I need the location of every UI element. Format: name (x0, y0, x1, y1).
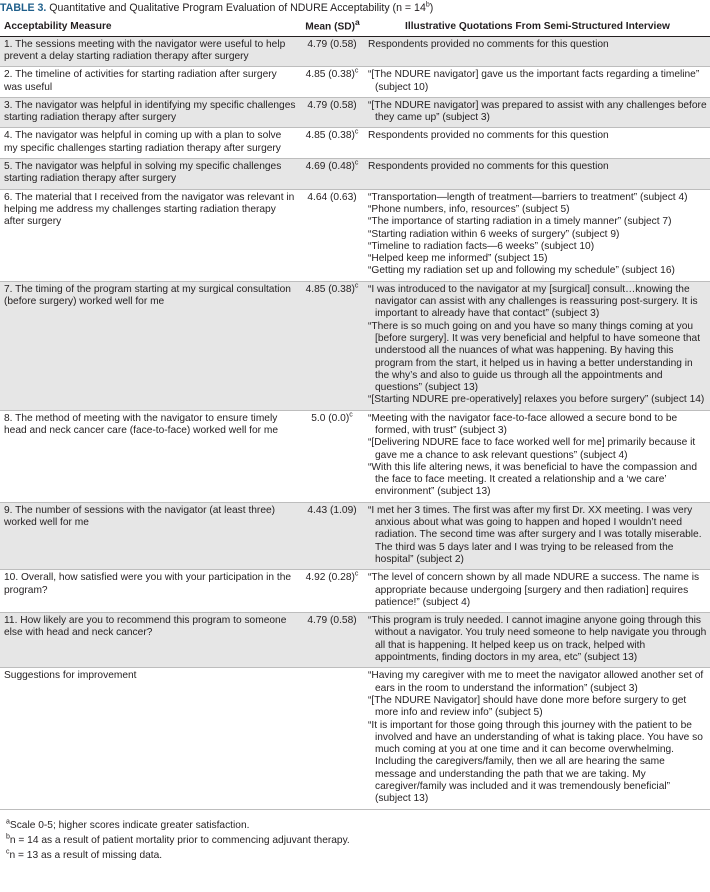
header-quotes (364, 15, 710, 36)
quote: Respondents provided no comments for this question (368, 161, 609, 173)
measure-cell: 5. The navigator was helpful in solving my specific challenges starting radiation therapy after surgery (0, 159, 300, 190)
header-quotes-label: Illustrative Quotations From Semi-Structured Interview (405, 21, 670, 33)
measure-cell: 1. The sessions meeting with the navigator were useful to help prevent a delay starting radiation therapy after surgery (0, 36, 300, 67)
footnote (6, 833, 710, 848)
mean-cell (300, 613, 364, 668)
quote: “Transportation—length of treatment—barriers to treatment” (subject 4) (368, 191, 688, 203)
header-mean-sup: a (355, 17, 360, 27)
quote: “I was introduced to the navigator at my [surgical] consult…knowing the navigator can assist with any challenges is reassuring post-surgery. It is important to already have that contact” (subject 3) (368, 283, 698, 320)
measure-cell: 4. The navigator was helpful in coming up with a plan to solve my specific challenges starting radiation therapy after surgery (0, 128, 300, 159)
measure-cell: 10. Overall, how satisfied were you with your participation in the program? (0, 570, 300, 613)
acceptability-table (0, 15, 710, 810)
footnote (6, 848, 710, 863)
quotes-cell (364, 189, 710, 281)
mean-sup: c (354, 570, 359, 578)
quote: “Getting my radiation set up and following my schedule” (subject 16) (368, 265, 675, 277)
mean-value: 4.85 (0.38) (305, 283, 355, 295)
quotes-cell (364, 410, 710, 502)
quote: “[The NDURE navigator] gave us the important facts regarding a timeline” (subject 10) (368, 69, 700, 93)
mean-sup: c (354, 159, 359, 167)
mean-cell (300, 36, 364, 67)
quotes-cell (364, 97, 710, 128)
quotes-cell (364, 613, 710, 668)
measure-cell: 3. The navigator was helpful in identifying my specific challenges starting radiation therapy after surgery (0, 97, 300, 128)
table-row (0, 281, 710, 410)
table-row (0, 36, 710, 67)
quote: “With this life altering news, it was beneficial to have the compassion and the face to face meeting. It created a relationship and a ‘we care’ environment” (subject 13) (368, 461, 697, 498)
mean-sup: c (354, 129, 359, 137)
measure-cell: 8. The method of meeting with the navigator to ensure timely head and neck cancer care (face-to-face) worked well for me (0, 410, 300, 502)
caption-sup: b (425, 1, 430, 9)
quote: “There is so much going on and you have so many things coming at you [before surgery]. It was very beneficial and helpful to have someone that understood all the nuances of what was happening. By having this program from the start, it helped us in having a better understanding in the why’s and also to guide us through all the appointments and questions” (subject 13) (368, 320, 701, 394)
quote: “I met her 3 times. The first was after my first Dr. XX meeting. I was very anxious about what was going to happen and hoped I wouldn’t need radiation. The second time was after surgery and I was totally miserable. The third was 5 days later and I was trying to be released from the hospital” (subject 2) (368, 504, 702, 565)
table-row (0, 67, 710, 98)
quotes-cell (364, 159, 710, 190)
mean-cell (300, 502, 364, 569)
mean-cell (300, 159, 364, 190)
mean-sup: c (354, 67, 359, 75)
quote: “[Delivering NDURE face to face worked well for me] primarily because it gave me a chance to ask relevant questions” (subject 4) (368, 437, 696, 461)
table-row (0, 668, 710, 809)
mean-value: 4.79 (0.58) (307, 615, 357, 627)
table-label: TABLE 3. (0, 2, 47, 14)
table-row (0, 502, 710, 569)
header-mean (300, 15, 364, 36)
mean-cell (300, 97, 364, 128)
mean-value: 4.79 (0.58) (307, 38, 357, 50)
quote: “The importance of starting radiation in a timely manner” (subject 7) (368, 216, 672, 228)
table-row (0, 410, 710, 502)
quotes-cell (364, 128, 710, 159)
mean-value: 5.0 (0.0) (311, 412, 350, 424)
footnote-text: n = 13 as a result of missing data. (9, 849, 163, 861)
footnote-marker: a (6, 818, 10, 826)
quote: Respondents provided no comments for this question (368, 130, 609, 142)
table-row (0, 159, 710, 190)
quote: “Starting radiation within 6 weeks of surgery” (subject 9) (368, 228, 620, 240)
quotes-cell (364, 570, 710, 613)
quotes-cell (364, 502, 710, 569)
mean-value: 4.79 (0.58) (307, 99, 357, 111)
caption-text: Quantitative and Qualitative Program Evaluation of NDURE Acceptability (n = 14 (49, 2, 426, 14)
mean-value: 4.92 (0.28) (305, 572, 355, 584)
footnote-text: n = 14 as a result of patient mortality prior to commencing adjuvant therapy. (9, 834, 350, 846)
mean-cell (300, 668, 364, 809)
table-row (0, 97, 710, 128)
quote: “This program is truly needed. I cannot imagine anyone going through this without a navigator. You truly need someone to help navigate you through all that is happening. It helped keep us on track, helped with appointments, finding doctors in my area, etc” (subject 13) (368, 615, 707, 664)
mean-cell (300, 128, 364, 159)
mean-cell (300, 410, 364, 502)
quote: “Phone numbers, info, resources” (subject 5) (368, 203, 570, 215)
measure-cell: 9. The number of sessions with the navigator (at least three) worked well for me (0, 502, 300, 569)
quote: “Meeting with the navigator face-to-face allowed a secure bond to be formed, with trust” (subject 3) (368, 412, 678, 436)
mean-value: 4.85 (0.38) (305, 130, 355, 142)
footnotes (0, 818, 710, 863)
table-row (0, 189, 710, 281)
header-measure-label: Acceptability Measure (4, 21, 112, 33)
table-row (0, 128, 710, 159)
mean-value: 4.85 (0.38) (305, 69, 355, 81)
quote: “It is important for those going through this journey with the patient to be involved and have an understanding of what is taking place. You have so much coming at you at one time and it can become overwhelming. Including the caregivers/family, then we all are hearing the same message and understanding the path that we are taking. My caregiver/family was included and it was tremendously beneficial” (subject 13) (368, 719, 703, 805)
table-row (0, 613, 710, 668)
quotes-cell (364, 67, 710, 98)
quotes-cell (364, 668, 710, 809)
mean-cell (300, 67, 364, 98)
quote: “Timeline to radiation facts—6 weeks” (subject 10) (368, 240, 595, 252)
measure-cell: Suggestions for improvement (0, 668, 300, 809)
footnote-text: Scale 0-5; higher scores indicate greater satisfaction. (9, 819, 250, 831)
quote: “[The NDURE Navigator] should have done more before surgery to get more info and review info” (subject 5) (368, 694, 687, 719)
caption-close: ) (429, 2, 434, 14)
header-measure (0, 15, 300, 36)
measure-cell: 2. The timeline of activities for starting radiation after surgery was useful (0, 67, 300, 98)
mean-sup: c (349, 411, 353, 419)
mean-cell (300, 189, 364, 281)
mean-cell (300, 281, 364, 410)
quote: “Helped keep me informed” (subject 15) (368, 253, 548, 265)
footnote-marker: b (6, 833, 10, 841)
header-mean-label: Mean (SD) (305, 21, 356, 33)
table-body (0, 36, 710, 809)
measure-cell: 11. How likely are you to recommend this program to someone else with head and neck cancer? (0, 613, 300, 668)
quotes-cell (364, 36, 710, 67)
quote: “Having my caregiver with me to meet the navigator allowed another set of ears in the room to understand the information” (subject 3) (368, 670, 704, 694)
mean-value: 4.43 (1.09) (307, 504, 357, 516)
quote: “The level of concern shown by all made NDURE a success. The name is appropriate because undergoing [surgery and then radiation] requires patience!” (subject 4) (368, 572, 700, 608)
quote: “[Starting NDURE pre-operatively] relaxes you before surgery” (subject 14) (368, 394, 705, 406)
mean-cell (300, 570, 364, 613)
quote: “[The NDURE navigator] was prepared to assist with any challenges before they came up” (subject 3) (368, 99, 707, 124)
mean-sup: c (354, 282, 359, 290)
table-row (0, 570, 710, 613)
measure-cell: 7. The timing of the program starting at my surgical consultation (before surgery) worked well for me (0, 281, 300, 410)
table-caption (0, 0, 710, 15)
footnote-marker: c (6, 848, 10, 856)
footnote (6, 818, 710, 833)
header-row (0, 15, 710, 36)
mean-value: 4.69 (0.48) (305, 161, 355, 173)
quotes-cell (364, 281, 710, 410)
measure-cell: 6. The material that I received from the navigator was relevant in helping me address my challenges starting radiation therapy after surgery (0, 189, 300, 281)
quote: Respondents provided no comments for this question (368, 38, 609, 50)
mean-value: 4.64 (0.63) (307, 191, 357, 203)
